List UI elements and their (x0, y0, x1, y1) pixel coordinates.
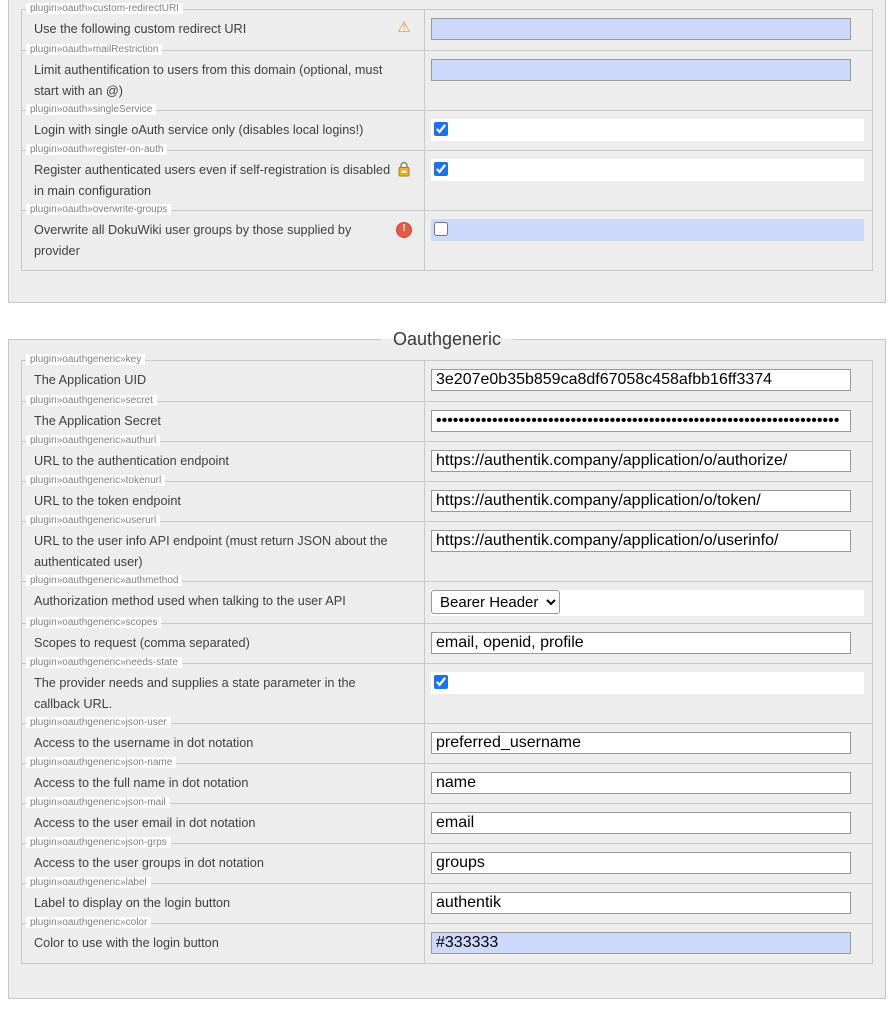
settings-table (21, 3, 873, 271)
config-manager (8, 0, 886, 999)
setting-value-cell (425, 804, 872, 843)
setting-description: Authorization method used when talking to the user API (34, 594, 346, 608)
setting-description: URL to the authentication endpoint (34, 454, 229, 468)
setting-value-cell (425, 482, 872, 521)
setting-value-cell (425, 764, 872, 803)
setting-description: Limit authentification to users from this domain (optional, must start with an @) (34, 63, 383, 98)
setting-key: plugin»oauthgeneric»json-user (26, 717, 171, 728)
setting-key: plugin»oauthgeneric»needs-state (26, 657, 182, 668)
singleService-checkbox[interactable] (434, 122, 448, 136)
setting-label-cell (22, 917, 425, 963)
setting-value-cell (425, 522, 872, 581)
setting-description: Access to the username in dot notation (34, 736, 254, 750)
scopes-input[interactable] (431, 632, 851, 654)
setting-key: plugin»oauthgeneric»json-name (26, 757, 176, 768)
setting-key: plugin»oauthgeneric»json-mail (26, 797, 170, 808)
setting-row-userurl (22, 515, 872, 581)
setting-description: Scopes to request (comma separated) (34, 636, 250, 650)
setting-value-cell (425, 624, 872, 663)
json-name-input[interactable] (431, 772, 851, 794)
setting-value-cell (425, 51, 872, 110)
setting-label-cell (22, 204, 425, 270)
checkbox-strip (431, 159, 864, 181)
setting-row-overwrite-groups (22, 204, 872, 270)
setting-key: plugin»oauthgeneric»key (26, 354, 145, 365)
setting-key: plugin»oauthgeneric»secret (26, 395, 157, 406)
setting-description: Access to the full name in dot notation (34, 776, 249, 790)
settings-table (21, 354, 873, 964)
color-input[interactable] (431, 932, 851, 954)
lock-icon (396, 161, 412, 177)
mailRestriction-input[interactable] (431, 59, 851, 81)
setting-key: plugin»oauthgeneric»userurl (26, 515, 160, 526)
setting-description: URL to the user info API endpoint (must return JSON about the authenticated user) (34, 534, 388, 569)
needs-state-checkbox[interactable] (434, 675, 448, 689)
setting-key: plugin»oauth»register-on-auth (26, 144, 167, 155)
setting-row-needs-state (22, 657, 872, 723)
setting-value-cell (425, 10, 872, 50)
setting-key: plugin»oauthgeneric»label (26, 877, 151, 888)
custom-redirectURI-input[interactable] (431, 18, 851, 40)
setting-value-cell (425, 724, 872, 763)
setting-label-cell (22, 144, 425, 210)
secret-input[interactable] (431, 410, 851, 432)
setting-description: Access to the user groups in dot notation (34, 856, 264, 870)
setting-value-cell (425, 664, 872, 723)
setting-key: plugin»oauthgeneric»authmethod (26, 575, 182, 586)
setting-value-cell (425, 211, 872, 270)
userurl-input[interactable] (431, 530, 851, 552)
setting-value-cell (425, 111, 872, 150)
setting-description: The provider needs and supplies a state parameter in the callback URL. (34, 676, 356, 711)
setting-value-cell (425, 442, 872, 481)
setting-key: plugin»oauthgeneric»json-grps (26, 837, 171, 848)
setting-row-color (22, 917, 872, 963)
json-mail-input[interactable] (431, 812, 851, 834)
setting-description: Label to display on the login button (34, 896, 231, 910)
setting-value-cell (425, 924, 872, 963)
register-on-auth-checkbox[interactable] (434, 162, 448, 176)
setting-key: plugin»oauthgeneric»authurl (26, 435, 160, 446)
select-strip (431, 590, 864, 616)
setting-key: plugin»oauthgeneric»scopes (26, 617, 161, 628)
setting-value-cell (425, 844, 872, 883)
setting-value-cell (425, 151, 872, 210)
setting-description: The Application UID (34, 373, 147, 387)
authmethod-select[interactable] (431, 590, 560, 614)
tokenurl-input[interactable] (431, 490, 851, 512)
json-user-input[interactable] (431, 732, 851, 754)
setting-value-cell (425, 884, 872, 923)
label-input[interactable] (431, 892, 851, 914)
overwrite-groups-checkbox[interactable] (434, 222, 448, 236)
warning-icon (396, 20, 412, 36)
error-icon (396, 222, 412, 238)
setting-value-cell (425, 361, 872, 401)
setting-label-cell (22, 44, 425, 110)
setting-row-mailRestriction (22, 44, 872, 110)
setting-key: plugin»oauth»singleService (26, 104, 156, 115)
setting-value-cell (425, 582, 872, 623)
setting-description: Login with single oAuth service only (disables local logins!) (34, 123, 364, 137)
config-section-oauthgeneric (8, 329, 886, 999)
checkbox-strip (431, 119, 864, 141)
setting-key: plugin»oauthgeneric»color (26, 917, 151, 928)
setting-description: Access to the user email in dot notation (34, 816, 256, 830)
setting-description: Color to use with the login button (34, 936, 219, 950)
setting-label-cell (22, 657, 425, 723)
setting-label-cell (22, 515, 425, 581)
key-input[interactable] (431, 369, 851, 391)
setting-row-register-on-auth (22, 144, 872, 210)
setting-description: The Application Secret (34, 414, 161, 428)
setting-key: plugin»oauth»overwrite-groups (26, 204, 171, 215)
json-grps-input[interactable] (431, 852, 851, 874)
setting-key: plugin»oauthgeneric»tokenurl (26, 475, 165, 486)
checkbox-strip (431, 672, 864, 694)
setting-key: plugin»oauth»mailRestriction (26, 44, 162, 55)
setting-key: plugin»oauth»custom-redirectURI (26, 3, 183, 14)
setting-description: URL to the token endpoint (34, 494, 181, 508)
checkbox-strip (431, 219, 864, 241)
section-legend-oauthgeneric: Oauthgeneric (392, 329, 502, 349)
setting-description: Use the following custom redirect URI (34, 22, 247, 36)
setting-description: Register authenticated users even if self-registration is disabled in main configuration (34, 163, 391, 198)
setting-value-cell (425, 402, 872, 441)
authurl-input[interactable] (431, 450, 851, 472)
config-section-oauth (8, 0, 886, 303)
setting-description: Overwrite all DokuWiki user groups by those supplied by provider (34, 223, 352, 258)
